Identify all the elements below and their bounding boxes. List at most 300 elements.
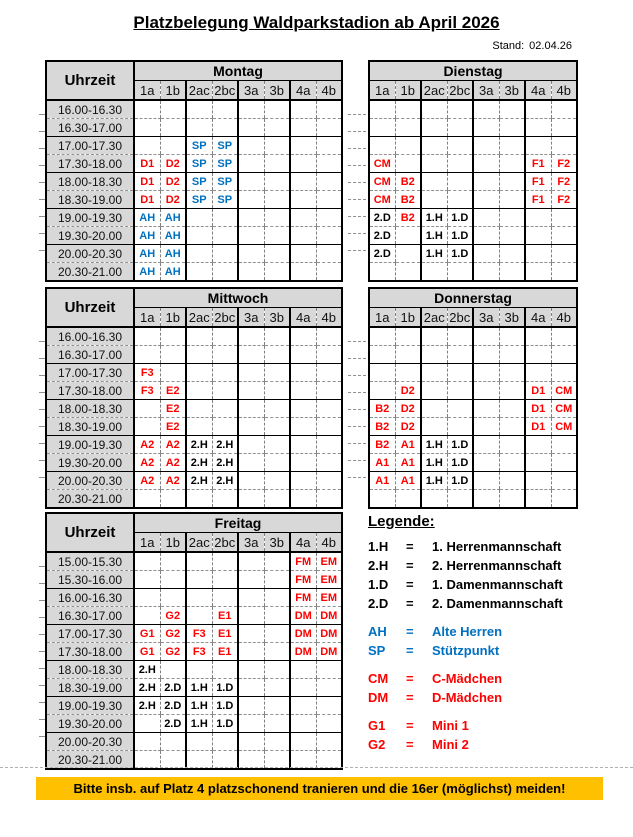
schedule-cell (212, 733, 238, 751)
schedule-cell (290, 490, 316, 509)
schedule-cell (238, 173, 264, 191)
col-header: 1a (369, 81, 395, 101)
schedule-cell (238, 191, 264, 209)
legend-item (368, 688, 618, 707)
schedule-cell: SP (212, 137, 238, 155)
schedule-cell (134, 137, 160, 155)
col-header: 1a (134, 533, 160, 553)
schedule-cell (212, 263, 238, 282)
schedule-cell: AH (134, 227, 160, 245)
schedule-cell (264, 327, 290, 346)
schedule-cell (238, 643, 264, 661)
schedule-cell (447, 490, 473, 509)
header-row-day (46, 61, 342, 81)
schedule-cell (186, 100, 212, 119)
schedule-cell: 1.D (447, 245, 473, 263)
schedule-cell (525, 364, 551, 382)
table-row (369, 490, 577, 509)
schedule-cell (290, 191, 316, 209)
schedule-cell (525, 472, 551, 490)
schedule-cell (264, 679, 290, 697)
schedule-cell (238, 119, 264, 137)
legend-group (368, 669, 618, 707)
gridline-dash (39, 427, 45, 444)
legend-code: G2 (368, 737, 386, 752)
schedule-cell (316, 454, 342, 472)
schedule-cell (264, 733, 290, 751)
legend-code: 1.D (368, 577, 389, 592)
gridline-dash (39, 601, 45, 618)
schedule-cell (316, 227, 342, 245)
schedule-cell (499, 490, 525, 509)
schedule-cell (212, 589, 238, 607)
schedule-cell (134, 571, 160, 589)
schedule-cell: SP (186, 191, 212, 209)
schedule-cell: A2 (160, 436, 186, 454)
schedule-cell: AH (160, 245, 186, 263)
schedule-cell (238, 346, 264, 364)
schedule-cell (186, 364, 212, 382)
schedule-cell (525, 137, 551, 155)
table-row (369, 364, 577, 382)
schedule-cell: 2.H (134, 697, 160, 715)
schedule-cell (499, 364, 525, 382)
table-row (369, 191, 577, 209)
schedule-cell (186, 589, 212, 607)
schedule-cell (316, 173, 342, 191)
schedule-cell (447, 119, 473, 137)
schedule-cell: D2 (395, 400, 421, 418)
gridline-dash (39, 234, 45, 251)
gridline-dash (348, 217, 366, 234)
schedule-cell (551, 263, 577, 282)
schedule-cell (369, 263, 395, 282)
schedule-cell (238, 490, 264, 509)
schedule-cell: G1 (134, 643, 160, 661)
schedule-cell: DM (316, 643, 342, 661)
schedule-cell (290, 263, 316, 282)
schedule-cell (212, 661, 238, 679)
time-cell: 19.00-19.30 (46, 209, 134, 227)
schedule-cell (395, 119, 421, 137)
gridline-dash (39, 251, 45, 267)
col-header: 3a (238, 533, 264, 553)
col-header: 2bc (212, 81, 238, 101)
schedule-cell (212, 227, 238, 245)
gridline-dash (348, 166, 366, 183)
schedule-cell: E1 (212, 643, 238, 661)
col-header: 2ac (186, 81, 212, 101)
schedule-cell (186, 209, 212, 227)
time-cell: 20.00-20.30 (46, 472, 134, 490)
schedule-cell (421, 418, 447, 436)
schedule-cell (447, 155, 473, 173)
schedule-cell (525, 209, 551, 227)
stand-label: Stand: (492, 40, 525, 52)
schedule-cell (473, 227, 499, 245)
schedule-cell (421, 382, 447, 400)
schedule-cell (316, 263, 342, 282)
gridline-dash (348, 325, 366, 342)
schedule-cell: F3 (134, 382, 160, 400)
schedule-cell (134, 607, 160, 625)
schedule-cell (186, 661, 212, 679)
gridline-dash (348, 376, 366, 393)
time-cell: 16.00-16.30 (46, 589, 134, 607)
schedule-cell (212, 571, 238, 589)
schedule-cell: D2 (395, 382, 421, 400)
table-row (46, 571, 342, 589)
table-row (369, 209, 577, 227)
time-cell: 19.30-20.00 (46, 227, 134, 245)
schedule-cell (551, 137, 577, 155)
schedule-cell (316, 472, 342, 490)
schedule-cell (290, 418, 316, 436)
schedule-cell (134, 418, 160, 436)
legend-code: G1 (368, 718, 386, 733)
schedule-cell (499, 346, 525, 364)
table-row (46, 552, 342, 571)
schedule-cell (421, 364, 447, 382)
schedule-table-container-dienstag (368, 60, 578, 282)
schedule-cell (499, 454, 525, 472)
schedule-cell (134, 327, 160, 346)
gridline-dash (348, 410, 366, 427)
schedule-cell: F2 (551, 155, 577, 173)
day-header: Montag (134, 61, 342, 81)
gridline-dash (39, 703, 45, 720)
gridline-dash (39, 720, 45, 737)
schedule-cell: DM (316, 625, 342, 643)
schedule-cell: 1.D (447, 454, 473, 472)
col-header: 4b (316, 308, 342, 328)
schedule-cell (264, 263, 290, 282)
schedule-cell: CM (369, 173, 395, 191)
schedule-cell (447, 418, 473, 436)
schedule-cell (473, 436, 499, 454)
schedule-cell (212, 346, 238, 364)
schedule-cell (551, 119, 577, 137)
schedule-cell: DM (290, 607, 316, 625)
schedule-cell: SP (212, 155, 238, 173)
time-cell: 16.00-16.30 (46, 327, 134, 346)
schedule-cell (238, 697, 264, 715)
schedule-cell: A1 (369, 472, 395, 490)
schedule-cell: 1.D (447, 209, 473, 227)
table-row (369, 155, 577, 173)
schedule-cell (160, 589, 186, 607)
schedule-table-container-donnerstag (368, 287, 578, 509)
schedule-cell (316, 155, 342, 173)
col-header: 2ac (186, 308, 212, 328)
schedule-cell (134, 100, 160, 119)
time-cell: 17.00-17.30 (46, 137, 134, 155)
gridline-dash (348, 478, 366, 494)
time-cell: 18.00-18.30 (46, 400, 134, 418)
schedule-cell (212, 382, 238, 400)
schedule-cell (473, 454, 499, 472)
legend-item (368, 735, 618, 754)
schedule-cell (264, 137, 290, 155)
schedule-cell (290, 400, 316, 418)
col-header: 3b (499, 308, 525, 328)
header-row-columns (369, 81, 577, 101)
col-header: 1a (369, 308, 395, 328)
schedule-cell (264, 100, 290, 119)
gridline-dash (39, 217, 45, 234)
schedule-cell (447, 364, 473, 382)
gridline-dashes (39, 550, 45, 753)
schedule-cell (238, 209, 264, 227)
col-header: 3a (473, 81, 499, 101)
schedule-cell: AH (160, 209, 186, 227)
legend-equals: = (406, 690, 414, 705)
table-row (46, 191, 342, 209)
schedule-cell (264, 227, 290, 245)
schedule-cell (473, 173, 499, 191)
schedule-cell (369, 490, 395, 509)
col-header: 3b (264, 81, 290, 101)
schedule-cell (160, 327, 186, 346)
schedule-cell (316, 209, 342, 227)
time-cell: 18.00-18.30 (46, 173, 134, 191)
schedule-cell (499, 400, 525, 418)
schedule-cell: D2 (395, 418, 421, 436)
schedule-cell: D2 (160, 191, 186, 209)
schedule-cell (290, 454, 316, 472)
gridline-dash (348, 342, 366, 359)
legend-item (368, 716, 618, 735)
schedule-cell (264, 643, 290, 661)
header-row-day (369, 61, 577, 81)
schedule-cell (186, 346, 212, 364)
schedule-cell (499, 119, 525, 137)
schedule-cell: F2 (551, 191, 577, 209)
schedule-cell (134, 400, 160, 418)
legend-name: Mini 2 (432, 737, 469, 752)
gridline-dash (39, 149, 45, 166)
schedule-cell (525, 327, 551, 346)
schedule-cell (499, 155, 525, 173)
schedule-cell (316, 119, 342, 137)
schedule-cell (264, 209, 290, 227)
legend-name: 2. Herrenmannschaft (432, 558, 562, 573)
schedule-cell: 1.H (186, 697, 212, 715)
schedule-cell (316, 490, 342, 509)
table-row (46, 715, 342, 733)
schedule-cell (264, 589, 290, 607)
gridline-dash (348, 393, 366, 410)
page-title: Platzbelegung Waldparkstadion ab April 2026 (133, 13, 500, 32)
gridline-dash (39, 584, 45, 601)
gridline-dash (39, 618, 45, 635)
col-header: 4b (316, 533, 342, 553)
time-cell: 19.00-19.30 (46, 697, 134, 715)
gridline-dash (39, 410, 45, 427)
schedule-cell (160, 661, 186, 679)
schedule-cell (134, 552, 160, 571)
time-cell: 19.00-19.30 (46, 436, 134, 454)
schedule-cell (238, 733, 264, 751)
uhrzeit-header: Uhrzeit (46, 513, 134, 552)
schedule-cell (525, 263, 551, 282)
schedule-cell (369, 346, 395, 364)
legend-equals: = (406, 558, 414, 573)
table-row (46, 472, 342, 490)
gridline-dash (39, 376, 45, 393)
schedule-cell: A2 (160, 454, 186, 472)
col-header: 4a (525, 308, 551, 328)
table-row (46, 327, 342, 346)
table-row (369, 263, 577, 282)
schedule-cell (421, 137, 447, 155)
schedule-table-freitag (45, 512, 343, 770)
schedule-cell (395, 327, 421, 346)
schedule-cell (186, 607, 212, 625)
time-cell: 18.30-19.00 (46, 191, 134, 209)
col-header: 1b (395, 81, 421, 101)
legend-equals: = (406, 737, 414, 752)
time-cell: 17.00-17.30 (46, 625, 134, 643)
table-row (46, 661, 342, 679)
schedule-cell (551, 346, 577, 364)
schedule-cell (238, 472, 264, 490)
schedule-cell: F1 (525, 173, 551, 191)
schedule-cell: 2.H (212, 454, 238, 472)
schedule-cell: A1 (395, 436, 421, 454)
time-cell: 17.00-17.30 (46, 364, 134, 382)
time-cell: 20.00-20.30 (46, 733, 134, 751)
schedule-cell: E2 (160, 400, 186, 418)
schedule-cell (421, 327, 447, 346)
schedule-cell (369, 119, 395, 137)
col-header: 4a (290, 308, 316, 328)
schedule-cell: E2 (160, 382, 186, 400)
schedule-cell (290, 733, 316, 751)
gridline-dashes (39, 325, 45, 494)
schedule-cell (212, 100, 238, 119)
schedule-cell: A2 (134, 436, 160, 454)
schedule-cell: A1 (395, 472, 421, 490)
schedule-cell (290, 173, 316, 191)
schedule-cell: SP (186, 155, 212, 173)
col-header: 2ac (421, 308, 447, 328)
time-cell: 15.00-15.30 (46, 552, 134, 571)
schedule-cell: SP (186, 137, 212, 155)
schedule-cell: AH (160, 263, 186, 282)
schedule-cell (473, 418, 499, 436)
schedule-cell (369, 364, 395, 382)
table-row (369, 436, 577, 454)
schedule-cell (160, 552, 186, 571)
col-header: 2bc (447, 81, 473, 101)
schedule-cell: FM (290, 589, 316, 607)
table-row (369, 327, 577, 346)
table-row (46, 137, 342, 155)
gridline-dash (39, 635, 45, 652)
schedule-cell (395, 490, 421, 509)
col-header: 4a (290, 81, 316, 101)
schedule-cell: E2 (160, 418, 186, 436)
schedule-cell: 2.H (134, 661, 160, 679)
schedule-cell (395, 137, 421, 155)
schedule-cell: A1 (369, 454, 395, 472)
gridline-dash (39, 342, 45, 359)
table-row (46, 643, 342, 661)
schedule-cell (421, 400, 447, 418)
schedule-cell: CM (369, 191, 395, 209)
schedule-cell (238, 245, 264, 263)
gridline-dash (39, 359, 45, 376)
schedule-cell (473, 245, 499, 263)
schedule-cell (473, 209, 499, 227)
schedule-cell (316, 436, 342, 454)
gridline-dash (39, 132, 45, 149)
schedule-cell: AH (134, 209, 160, 227)
table-row (369, 227, 577, 245)
schedule-cell (134, 490, 160, 509)
schedule-cell (499, 418, 525, 436)
gridline-dash (39, 183, 45, 200)
table-row (46, 454, 342, 472)
schedule-cell (264, 173, 290, 191)
schedule-cell (395, 155, 421, 173)
schedule-cell: 2.D (369, 209, 395, 227)
time-cell: 18.30-19.00 (46, 679, 134, 697)
page-break-line (0, 767, 633, 768)
col-header: 3a (473, 308, 499, 328)
schedule-table-mittwoch (45, 287, 343, 509)
schedule-cell (316, 364, 342, 382)
schedule-cell (525, 227, 551, 245)
schedule-cell (447, 346, 473, 364)
schedule-cell: B2 (395, 173, 421, 191)
table-row (46, 173, 342, 191)
schedule-cell (264, 382, 290, 400)
gridline-dash (348, 115, 366, 132)
schedule-cell: G1 (134, 625, 160, 643)
schedule-cell (473, 155, 499, 173)
schedule-cell: 2.H (186, 436, 212, 454)
col-header: 3b (264, 533, 290, 553)
table-row (46, 400, 342, 418)
gridline-dash (39, 200, 45, 217)
schedule-cell (264, 607, 290, 625)
schedule-cell: D2 (160, 155, 186, 173)
schedule-cell (421, 346, 447, 364)
gridline-dash (348, 251, 366, 267)
col-header: 3b (499, 81, 525, 101)
legend-item (368, 641, 618, 660)
schedule-cell: 1.H (421, 436, 447, 454)
gridline-dash (348, 183, 366, 200)
schedule-cell (499, 209, 525, 227)
schedule-cell (212, 552, 238, 571)
schedule-cell (238, 436, 264, 454)
schedule-cell (316, 382, 342, 400)
schedule-cell (447, 100, 473, 119)
schedule-cell: A2 (134, 472, 160, 490)
time-cell: 15.30-16.00 (46, 571, 134, 589)
legend-item (368, 669, 618, 688)
gridline-dash (348, 132, 366, 149)
schedule-cell (212, 119, 238, 137)
schedule-table-donnerstag (368, 287, 578, 509)
schedule-cell (316, 346, 342, 364)
schedule-cell (316, 715, 342, 733)
schedule-cell: B2 (395, 209, 421, 227)
legend-name: 1. Herrenmannschaft (432, 539, 562, 554)
